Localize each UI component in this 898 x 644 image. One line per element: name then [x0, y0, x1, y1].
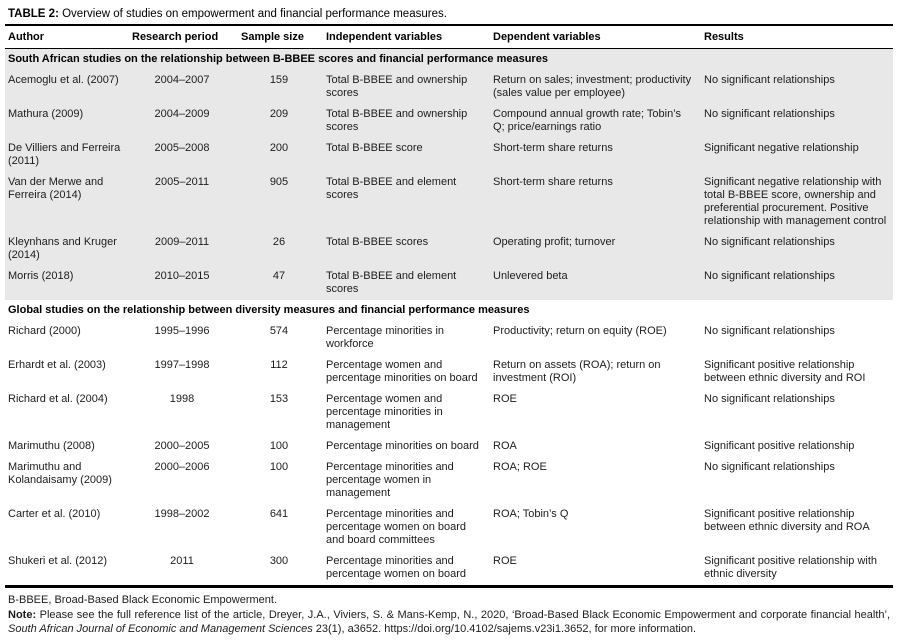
author-cell: Kleynhans and Kruger (2014) — [5, 232, 129, 266]
sample-cell: 153 — [269, 393, 289, 405]
section-header: South African studies on the relationship between B-BBEE scores and financial performance measures — [5, 49, 893, 71]
independent-cell: Total B-BBEE and ownership scores — [323, 104, 490, 138]
results-cell: Significant negative relationship — [701, 138, 893, 172]
dependent-cell: Unlevered beta — [490, 266, 701, 300]
sample-cell: 112 — [270, 359, 288, 371]
author-cell: Shukeri et al. (2012) — [5, 551, 129, 587]
dependent-cell: Short-term share returns — [490, 138, 701, 172]
footnotes — [5, 588, 893, 644]
independent-cell: Percentage minorities in workforce — [326, 325, 445, 350]
period-cell: 2004–2009 — [129, 104, 238, 138]
period-cell: 2004–2007 — [129, 70, 238, 104]
author-cell: Morris (2018) — [5, 266, 129, 300]
period-cell: 1997–1998 — [154, 359, 210, 371]
results-cell: No significant relationships — [701, 266, 893, 300]
results-cell: No significant relationships — [701, 70, 893, 104]
period-cell: 2005–2008 — [129, 138, 238, 172]
results-cell: Significant positive relationship with ethnic diversity — [701, 551, 893, 587]
dependent-cell: ROA — [493, 440, 517, 452]
results-cell: Significant positive relationship — [704, 440, 855, 452]
section-header: Global studies on the relationship between diversity measures and financial performance measures — [8, 304, 530, 316]
independent-cell: Total B-BBEE and ownership scores — [323, 70, 490, 104]
dependent-cell: ROA; Tobin’s Q — [493, 508, 569, 520]
author-cell: Marimuthu and Kolandaisamy (2009) — [8, 461, 112, 486]
dependent-cell: ROA; ROE — [493, 461, 547, 473]
reference-note — [8, 608, 890, 636]
independent-cell: Percentage minorities and percentage women in management — [326, 461, 454, 499]
table-row — [5, 104, 893, 138]
sample-cell: 641 — [269, 508, 289, 520]
table-row — [5, 321, 893, 355]
table-title-text: Overview of studies on empowerment and financial performance measures. — [62, 8, 447, 20]
author-cell: Marimuthu (2008) — [8, 440, 95, 452]
table-row — [5, 266, 893, 300]
dependent-cell: Return on assets (ROA); return on investment (ROI) — [493, 359, 661, 384]
header-row — [5, 26, 893, 49]
column-header-independent: Independent variables — [323, 26, 490, 49]
results-cell: No significant relationships — [701, 104, 893, 138]
table-row — [5, 172, 893, 232]
independent-cell: Percentage minorities and percentage women on board — [323, 551, 490, 587]
results-cell: No significant relationships — [704, 461, 835, 473]
period-cell: 1998–2002 — [154, 508, 210, 520]
abbreviation-note: B-BBEE, Broad-Based Black Economic Empowerment. — [8, 594, 278, 606]
dependent-cell: Operating profit; turnover — [490, 232, 701, 266]
results-cell: Significant negative relationship with total B-BBEE score, ownership and preferential procurement. Positive relationship with management control — [701, 172, 893, 232]
note-journal-title: South African Journal of Economic and Management Sciences — [8, 623, 313, 635]
author-cell: Acemoglu et al. (2007) — [5, 70, 129, 104]
dependent-cell: Compound annual growth rate; Tobin’s Q; price/earnings ratio — [490, 104, 701, 138]
table-row — [5, 232, 893, 266]
table-row — [5, 551, 893, 587]
period-cell: 2010–2015 — [129, 266, 238, 300]
column-header-author: Author — [5, 26, 129, 49]
results-cell: No significant relationships — [704, 325, 835, 337]
independent-cell: Percentage minorities and percentage women on board and board committees — [326, 508, 467, 546]
results-cell: Significant positive relationship between ethnic diversity and ROA — [704, 508, 870, 533]
section-header-row — [5, 49, 893, 71]
independent-cell: Total B-BBEE score — [323, 138, 490, 172]
table-row — [5, 457, 893, 504]
table-title — [5, 6, 893, 26]
period-cell: 2000–2006 — [154, 461, 210, 473]
section-header-row — [5, 300, 893, 321]
period-cell: 1998 — [169, 393, 195, 405]
period-cell: 2000–2005 — [154, 440, 210, 452]
note-label: Note: — [8, 609, 37, 621]
table-header — [5, 26, 893, 49]
sample-cell: 100 — [269, 461, 289, 473]
table-row — [5, 389, 893, 436]
period-cell: 2009–2011 — [129, 232, 238, 266]
column-header-sample: Sample size — [238, 26, 323, 49]
author-cell: Carter et al. (2010) — [8, 508, 101, 520]
dependent-cell: ROE — [490, 551, 701, 587]
column-header-dependent: Dependent variables — [490, 26, 701, 49]
sample-cell: 47 — [238, 266, 323, 300]
independent-cell: Percentage minorities on board — [326, 440, 479, 452]
table-row — [5, 138, 893, 172]
table-body — [5, 49, 893, 587]
independent-cell: Percentage women and percentage minorities in management — [326, 393, 443, 431]
author-cell: Richard et al. (2004) — [8, 393, 108, 405]
note-text-pre: Please see the full reference list of the article, Dreyer, J.A., Viviers, S. & Mans-Kemp, N., 2020, ‘Broad-Based Black Economic Empowerment and corporate financial health’, — [39, 609, 891, 621]
independent-cell: Total B-BBEE and element scores — [323, 172, 490, 232]
dependent-cell: Short-term share returns — [490, 172, 701, 232]
table-row — [5, 355, 893, 389]
table-row — [5, 504, 893, 551]
results-cell: Significant positive relationship between ethnic diversity and ROI — [704, 359, 866, 384]
author-cell: Richard (2000) — [8, 325, 81, 337]
independent-cell: Percentage women and percentage minorities on board — [326, 359, 478, 384]
author-cell: Van der Merwe and Ferreira (2014) — [5, 172, 129, 232]
column-header-period: Research period — [129, 26, 238, 49]
sample-cell: 574 — [269, 325, 289, 337]
sample-cell: 200 — [238, 138, 323, 172]
author-cell: De Villiers and Ferreira (2011) — [5, 138, 129, 172]
table-number-label: TABLE 2: — [8, 8, 59, 20]
author-cell: Erhardt et al. (2003) — [8, 359, 106, 371]
dependent-cell: ROE — [493, 393, 517, 405]
independent-cell: Total B-BBEE scores — [323, 232, 490, 266]
sample-cell: 26 — [238, 232, 323, 266]
note-text-post: 23(1), a3652. https://doi.org/10.4102/sajems.v23i1.3652, for more information. — [312, 623, 697, 635]
sample-cell: 100 — [269, 440, 289, 452]
period-cell: 2005–2011 — [129, 172, 238, 232]
results-cell: No significant relationships — [701, 232, 893, 266]
sample-cell: 209 — [238, 104, 323, 138]
sample-cell: 300 — [238, 551, 323, 587]
column-header-results: Results — [701, 26, 893, 49]
table-row — [5, 436, 893, 457]
period-cell: 2011 — [129, 551, 238, 587]
sample-cell: 905 — [238, 172, 323, 232]
author-cell: Mathura (2009) — [5, 104, 129, 138]
results-cell: No significant relationships — [704, 393, 835, 405]
independent-cell: Total B-BBEE and element scores — [323, 266, 490, 300]
dependent-cell: Productivity; return on equity (ROE) — [493, 325, 667, 337]
period-cell: 1995–1996 — [154, 325, 210, 337]
dependent-cell: Return on sales; investment; productivity (sales value per employee) — [490, 70, 701, 104]
studies-table — [5, 26, 893, 588]
sample-cell: 159 — [238, 70, 323, 104]
table-row — [5, 70, 893, 104]
